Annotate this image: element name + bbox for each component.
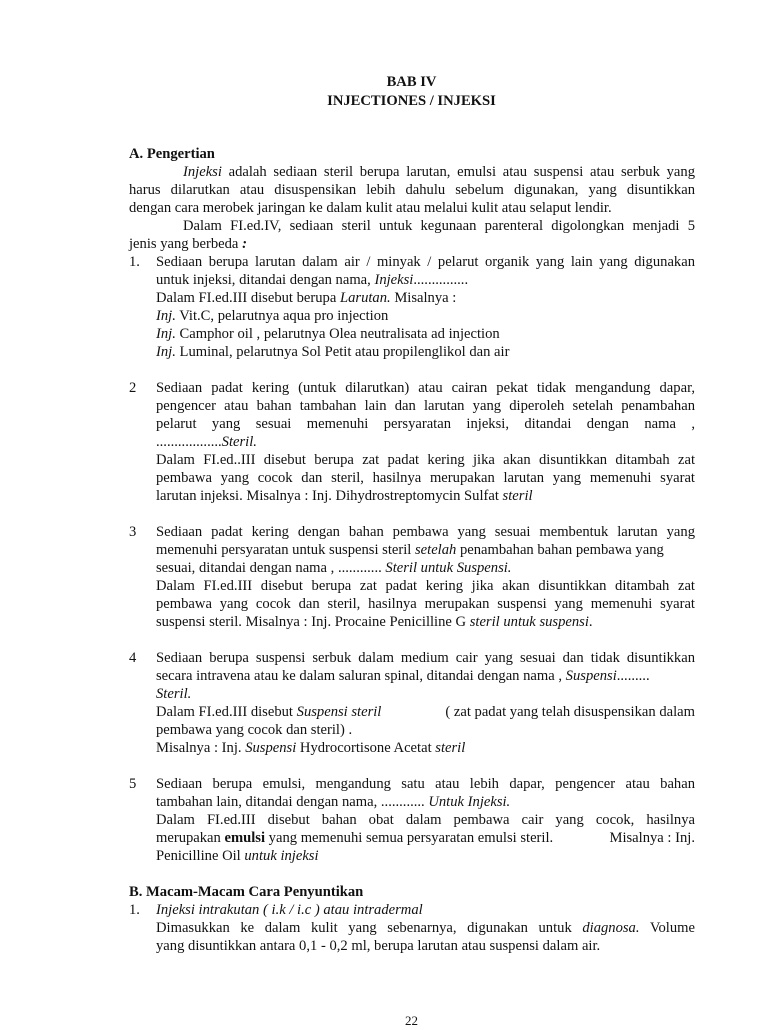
item-1-line-3-text: Dalam FI.ed.III disebut berupa [156,290,340,306]
item-2-line-7-italic: steril [502,488,533,504]
item-5-line-1: Sediaan berupa emulsi, mengandung satu atau lebih dapar, pengencer atau bahan [156,776,695,792]
b-item-1-diagnosa: diagnosa. [582,920,640,936]
item-5-line-5-text: Penicilline Oil [156,848,245,864]
item-3-line-3 [156,559,511,577]
item-5-line-5 [156,847,319,865]
item-2-line-3: pelarut yang sesuai memenuhi persyaratan injeksi, ditandai dengan nama , [156,416,695,432]
item-1-example-2-text: Camphor oil , pelarutnya Olea neutralisata ad injection [175,326,500,342]
item-3-line-6-text: suspensi steril. Misalnya : Inj. Procaine Penicilline G [156,614,470,630]
item-3-line-2b: penambahan bahan pembawa yang [456,542,664,558]
item-2-dots: .................. [156,434,222,450]
item-4-line-1: Sediaan berupa suspensi serbuk dalam medium cair yang sesuai dan tidak disuntikkan [156,650,695,666]
item-4-line-2-text: secara intravena atau ke dalam saluran spinal, ditandai dengan nama , [156,668,566,684]
item-3-line-2 [156,541,664,559]
item-5-line-4b: yang memenuhi semua persyaratan emulsi steril. [265,830,554,846]
fi-intro-colon: : [242,236,247,252]
item-5-number: 5 [129,776,137,792]
item-1-example-3 [156,343,509,361]
item-5-line-5-italic: untuk injeksi [244,848,319,864]
item-5-line-4a-text: merupakan [156,830,225,846]
item-2-line-6: pembawa yang cocok dan steril, hasilnya merupakan larutan yang memenuhi syarat [156,470,695,486]
item-3-setelah: setelah [414,542,457,558]
item-3-line-2a: memenuhi persyaratan untuk suspensi steril [156,542,415,558]
item-1-example-3-text: Luminal, pelarutnya Sol Petit atau propilenglikol dan air [175,344,510,360]
item-4-line-4b: ( zat padat yang telah disuspensikan dalam [445,704,695,720]
item-3-line-6-italic: steril untuk suspensi [469,614,589,630]
item-5-line-4c: Misalnya : Inj. [609,830,695,846]
definition-line-2: harus dilarutkan atau disuspensikan lebih dahulu sebelum digunakan, yang disuntikkan [129,182,695,198]
inj-label: Inj. [156,326,176,342]
item-3-line-6 [156,613,593,631]
item-5-line-4 [156,829,695,847]
item-1-line-3-end: Misalnya : [390,290,457,306]
item-4-line-6a: Misalnya : Inj. [156,740,246,756]
b-item-1-line-1b: Volume [639,920,695,936]
item-1-line-2-text: untuk injeksi, ditandai dengan nama, [156,272,375,288]
item-2-line-5: Dalam FI.ed..III disebut berupa zat padat kering jika akan disuntikkan ditambah zat [156,452,695,468]
item-2-line-2: pengencer atau bahan tambahan lain dan larutan yang diperoleh setelah penambahan [156,398,695,414]
b-item-1-title: Injeksi intrakutan ( i.k / i.c ) atau intradermal [156,902,423,918]
fi-intro-text: jenis yang berbeda [129,236,243,252]
fi-intro-line-2 [129,235,247,253]
item-5-line-3: Dalam FI.ed.III disebut bahan obat dalam pembawa cair yang cocok, hasilnya [156,812,695,828]
item-1-line-1: Sediaan berupa larutan dalam air / minyak / pelarut organik yang lain yang digunakan [156,254,695,270]
item-4-line-6-italic-2: steril [435,740,466,756]
section-heading-b: B. Macam-Macam Cara Penyuntikan [129,884,364,900]
item-5-line-2-text: tambahan lain, ditandai dengan nama, ............ [156,794,429,810]
item-3-number: 3 [129,524,137,540]
inj-label: Inj. [156,344,176,360]
section-heading-a: A. Pengertian [129,146,215,162]
item-2-line-7-text: larutan injeksi. Misalnya : Inj. Dihydrostreptomycin Sulfat [156,488,503,504]
item-3-line-4: Dalam FI.ed.III disebut berupa zat padat kering jika akan disuntikkan ditambah zat [156,578,695,594]
item-4-line-4a [156,703,381,721]
item-4-line-4 [156,703,695,721]
item-1-example-1 [156,307,388,325]
item-4-line-3: Steril. [156,686,192,702]
definition-term: Injeksi [183,164,222,180]
item-4-line-6 [156,739,465,757]
item-4-suspensi-steril: Suspensi steril [296,704,382,720]
definition-line-1 [183,163,695,181]
item-1-line-3 [156,289,456,307]
chapter-number: BAB IV [386,74,437,90]
item-5-line-2-italic: Untuk Injeksi. [428,794,511,810]
item-4-line-5: pembawa yang cocok dan steril) . [156,722,353,738]
item-4-line-6b: Hydrocortisone Acetat [296,740,436,756]
inj-label: Inj. [156,308,176,324]
item-1-line-3-italic: Larutan. [339,290,391,306]
page-number: 22 [405,1013,418,1028]
b-item-1-line-1a: Dimasukkan ke dalam kulit yang sebenarnya, digunakan untuk [156,920,583,936]
definition-line-3: dengan cara merobek jaringan ke dalam kulit atau melalui kulit atau selaput lendir. [129,200,612,216]
item-3-line-1: Sediaan padat kering dengan bahan pembawa yang sesuai membentuk larutan yang [156,524,695,540]
item-4-line-4a-text: Dalam FI.ed.III disebut [156,704,297,720]
item-4-line-6-italic-1: Suspensi [245,740,297,756]
b-item-1-line-2: yang disuntikkan antara 0,1 - 0,2 ml, berupa larutan atau suspensi dalam air. [156,938,601,954]
item-5-line-4a [156,829,553,847]
item-4-dots: ......... [616,668,650,684]
item-5-line-2 [156,793,510,811]
item-4-line-2 [156,667,650,685]
definition-text-1: adalah sediaan steril berupa larutan, emulsi atau suspensi atau serbuk yang [221,164,695,180]
item-4-number: 4 [129,650,137,666]
item-3-line-5: pembawa yang cocok dan steril, hasilnya merupakan suspensi yang memenuhi syarat [156,596,695,612]
item-1-number: 1. [129,254,140,270]
chapter-title: INJECTIONES / INJEKSI [327,93,496,109]
item-1-line-2-italic: Injeksi [374,272,414,288]
item-2-number: 2 [129,380,137,396]
item-3-line-3-text: sesuai, ditandai dengan nama , ............ [156,560,386,576]
fi-intro-line-1: Dalam FI.ed.IV, sediaan steril untuk kegunaan parenteral digolongkan menjadi 5 [183,218,695,234]
item-1-example-2 [156,325,500,343]
item-5-emulsi: emulsi [224,830,266,846]
item-1-line-2-dots: ............... [413,272,469,288]
item-4-suspensi: Suspensi [565,668,617,684]
item-1-example-1-text: Vit.C, pelarutnya aqua pro injection [175,308,389,324]
item-2-line-4 [156,433,257,451]
item-1-line-2 [156,271,468,289]
item-2-line-1: Sediaan padat kering (untuk dilarutkan) atau cairan pekat tidak mengandung dapar, [156,380,695,396]
item-2-steril: Steril. [221,434,257,450]
b-item-1-line-1 [156,919,695,937]
item-3-line-3-italic: Steril untuk Suspensi. [385,560,512,576]
b-item-1-number: 1. [129,902,140,918]
item-3-line-6-end: . [588,614,593,630]
item-2-line-7 [156,487,533,505]
